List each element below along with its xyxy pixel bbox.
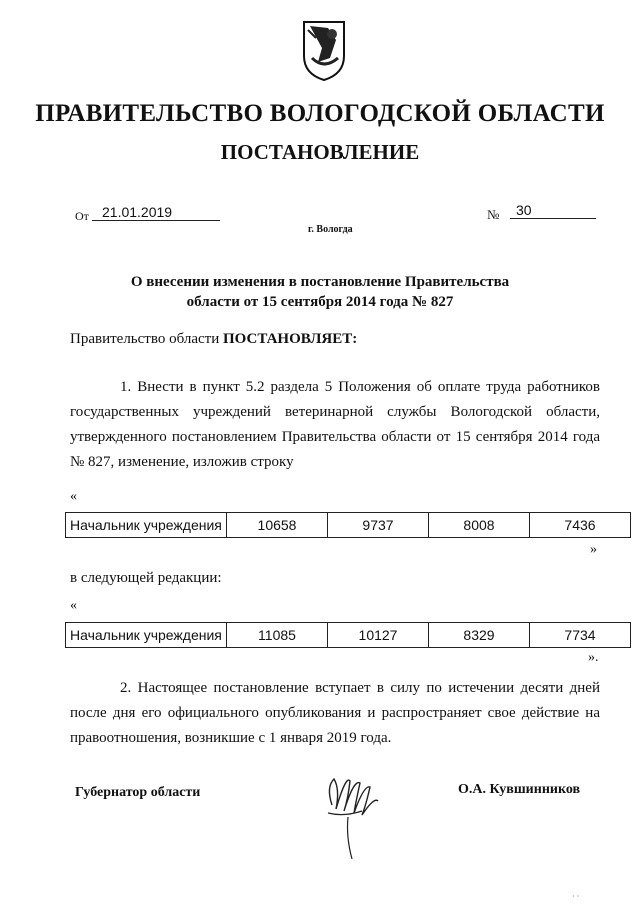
paragraph-1: 1. Внести в пункт 5.2 раздела 5 Положения об оплате труда работников государственных учреждений ветеринарной службы Вологодской области, утвержденного постановлением Правительства области от 15 сентября 2014 года № 827, изменение, изложив строку xyxy=(70,379,600,470)
signer-position: Губернатор области xyxy=(75,785,201,800)
table-cell: 8329 xyxy=(429,623,530,648)
quote-close-2: ». xyxy=(588,650,599,665)
document-date: 21.01.2019 xyxy=(92,204,220,221)
salary-table-new xyxy=(65,622,631,648)
table-cell: 8008 xyxy=(429,513,530,538)
quote-open-1: « xyxy=(70,489,77,504)
government-title: ПРАВИТЕЛЬСТВО ВОЛОГОДСКОЙ ОБЛАСТИ xyxy=(35,100,605,127)
table-cell: 9737 xyxy=(328,513,429,538)
subject-line-2: области от 15 сентября 2014 года № 827 xyxy=(186,294,454,310)
quote-open-2: « xyxy=(70,598,77,613)
handwritten-signature xyxy=(318,765,388,863)
paragraph-2: 2. Настоящее постановление вступает в силу по истечении десяти дней после дня его официального опубликования и распространяет свое действие на правоотношения, возникшие с 1 января 2019 года. xyxy=(70,680,600,746)
table-cell: 11085 xyxy=(227,623,328,648)
coat-of-arms-icon xyxy=(300,18,348,82)
redaction-label: в следующей редакции: xyxy=(70,570,222,586)
table-cell: 10127 xyxy=(328,623,429,648)
table-cell-label: Начальник учреждения xyxy=(66,513,227,538)
number-label: № xyxy=(487,207,500,222)
document-subject xyxy=(0,272,640,312)
table-cell: 7436 xyxy=(530,513,631,538)
table-cell: 7734 xyxy=(530,623,631,648)
table-cell: 10658 xyxy=(227,513,328,538)
footer-mark: · · xyxy=(572,892,580,901)
preamble-verb: ПОСТАНОВЛЯЕТ: xyxy=(222,331,358,347)
city: г. Вологда xyxy=(308,224,353,235)
signer-name: О.А. Кувшинников xyxy=(458,782,581,797)
table-cell-label: Начальник учреждения xyxy=(66,623,227,648)
preamble xyxy=(70,331,357,348)
date-label: От xyxy=(75,209,89,223)
table-row xyxy=(66,513,631,538)
document-number: 30 xyxy=(510,202,596,219)
table-row xyxy=(66,623,631,648)
subject-line-1: О внесении изменения в постановление Правительства xyxy=(130,274,510,290)
preamble-text: Правительство области xyxy=(70,331,223,347)
salary-table-old xyxy=(65,512,631,538)
document-type: ПОСТАНОВЛЕНИЕ xyxy=(220,140,420,164)
quote-close-1: » xyxy=(590,542,597,557)
